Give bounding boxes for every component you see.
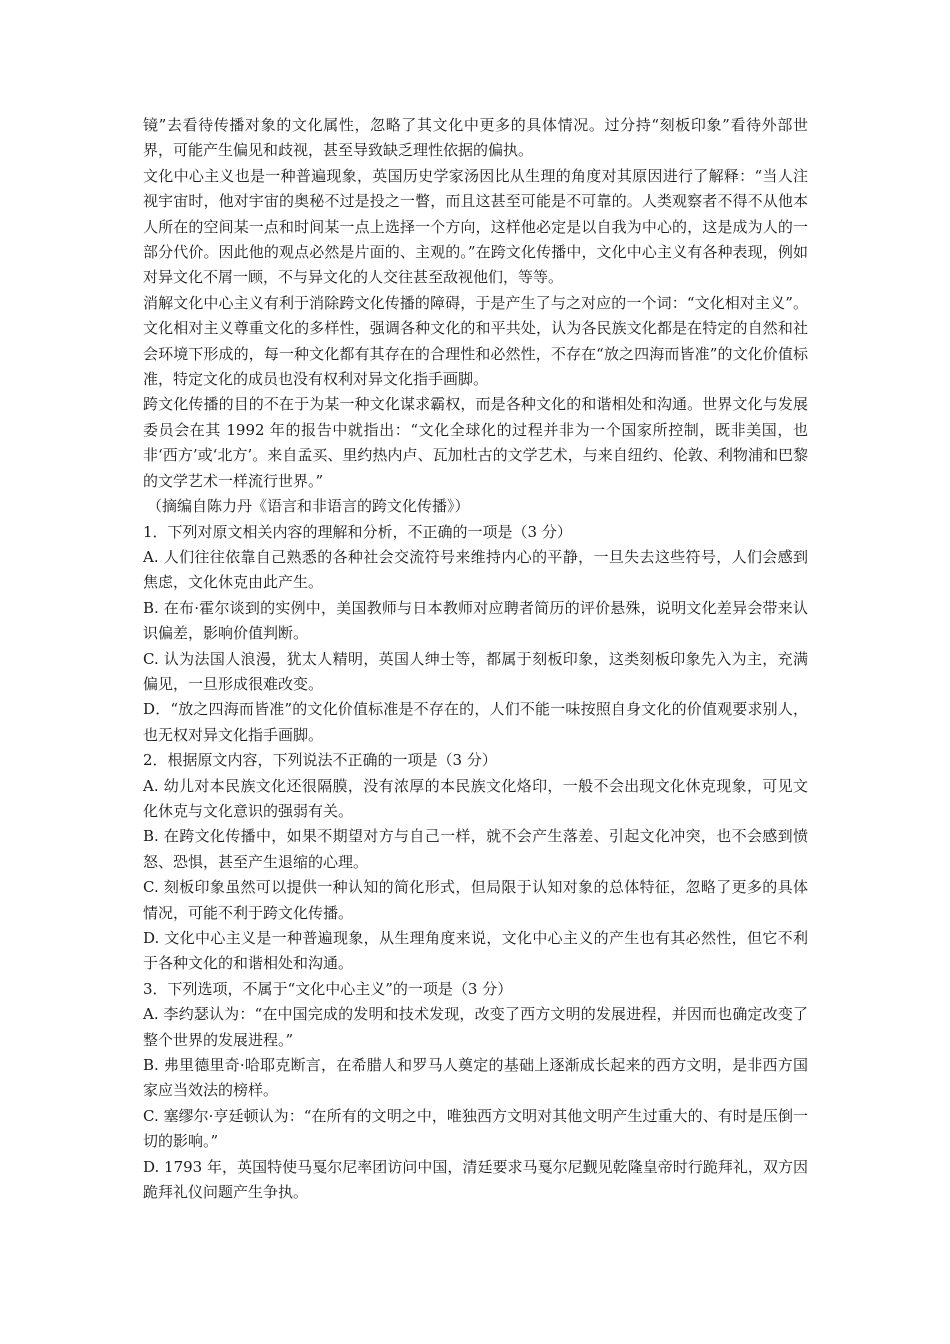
question-1-option-b: B. 在布·霍尔谈到的实例中，美国教师与日本教师对应聘者简历的评价悬殊，说明文化差异会带来认识偏差，影响价值判断。 — [143, 598, 808, 643]
question-3-stem: 3．下列选项，不属于“文化中心主义”的一项是（3 分） — [143, 979, 513, 998]
paragraph-2: 文化中心主义也是一种普遍现象，英国历史学家汤因比从生理的角度对其原因进行了解释：“当人注视宇宙时，他对宇宙的奥秘不过是投之一瞥，而且这甚至可能是不可靠的。人类观察者不得不从他本人所在的空间某一点和时间某一点上选择一个方向，这样他必定是以自我为中心的，这是成为人的一部分代价。因此他的观点必然是片面的、主观的。”在跨文化传播中，文化中心主义有各种表现，例如对异文化不屑一顾，不与异文化的人交往甚至敌视他们，等等。 — [143, 166, 808, 287]
question-1-option-d: D．“放之四海而皆准”的文化价值标准是不存在的，人们不能一味按照自身文化的价值观要求别人，也无权对异文化指手画脚。 — [143, 700, 808, 744]
paragraph-1: 镜”去看待传播对象的文化属性，忽略了其文化中更多的具体情况。过分持“刻板印象”看待外部世界，可能产生偏见和歧视，甚至导致缺乏理性依据的偏执。 — [143, 116, 808, 160]
question-1-stem: 1．下列对原文相关内容的理解和分析，不正确的一项是（3 分） — [143, 522, 572, 541]
question-2-option-c: C. 刻板印象虽然可以提供一种认知的简化形式，但局限于认知对象的总体特征，忽略了更多的具体情况，可能不利于跨文化传播。 — [143, 878, 808, 922]
question-3-option-b: B. 弗里德里奇·哈耶克断言，在希腊人和罗马人奠定的基础上逐渐成长起来的西方文明，是非西方国家应当效法的榜样。 — [143, 1056, 808, 1100]
document-page — [143, 113, 808, 1205]
question-1-option-a: A. 人们往往依靠自己熟悉的各种社会交流符号来维持内心的平静，一旦失去这些符号，人们会感到焦虑，文化休克由此产生。 — [143, 547, 808, 592]
source-citation: （摘编自陈力丹《语言和非语言的跨文化传播》） — [147, 497, 470, 516]
question-3-option-c: C. 塞缪尔·亨廷顿认为：“在所有的文明之中，唯独西方文明对其他文明产生过重大的、有时是压倒一切的影响。” — [143, 1106, 808, 1151]
question-3-option-d: D. 1793 年，英国特使马戛尔尼率团访问中国，清廷要求马戛尔尼觐见乾隆皇帝时行跪拜礼，双方因跪拜礼仪问题产生争执。 — [143, 1157, 808, 1202]
paragraph-4: 跨文化传播的目的不在于为某一种文化谋求霸权，而是各种文化的和谐相处和沟通。世界文化与发展委员会在其 1992 年的报告中就指出：“文化全球化的过程并非为一个国家所控制，既非美国，也非‘西方’或‘北方’。来自孟买、里约热内卢、瓦加杜古的文学艺术，与来自纽约、伦敦、利物浦和巴黎的文学艺术一样流行世界。” — [143, 395, 808, 490]
question-2-stem: 2．根据原文内容，下列说法不正确的一项是（3 分） — [143, 751, 497, 770]
question-2-option-a: A. 幼儿对本民族文化还很隔膜，没有浓厚的本民族文化烙印，一般不会出现文化休克现象，可见文化休克与文化意识的强弱有关。 — [143, 776, 808, 820]
question-2-option-d: D. 文化中心主义是一种普遍现象，从生理角度来说，文化中心主义的产生也有其必然性，但它不利于各种文化的和谐相处和沟通。 — [143, 929, 808, 973]
question-2-option-b: B. 在跨文化传播中，如果不期望对方与自己一样，就不会产生落差、引起文化冲突，也不会感到愤怒、恐惧，甚至产生退缩的心理。 — [143, 827, 808, 871]
paragraph-3: 消解文化中心主义有利于消除跨文化传播的障碍，于是产生了与之对应的一个词：“文化相对主义”。文化相对主义尊重文化的多样性，强调各种文化的和平共处，认为各民族文化都是在特定的自然和社会环境下形成的，每一种文化都有其存在的合理性和必然性，不存在“放之四海而皆准”的文化价值标准，特定文化的成员也没有权利对异文化指手画脚。 — [143, 293, 808, 389]
question-1-option-c: C. 认为法国人浪漫，犹太人精明，英国人绅士等，都属于刻板印象，这类刻板印象先入为主，充满偏见，一旦形成很难改变。 — [143, 649, 808, 693]
question-3-option-a: A. 李约瑟认为：“在中国完成的发明和技术发现，改变了西方文明的发展进程，并因而也确定改变了整个世界的发展进程。” — [143, 1005, 808, 1049]
